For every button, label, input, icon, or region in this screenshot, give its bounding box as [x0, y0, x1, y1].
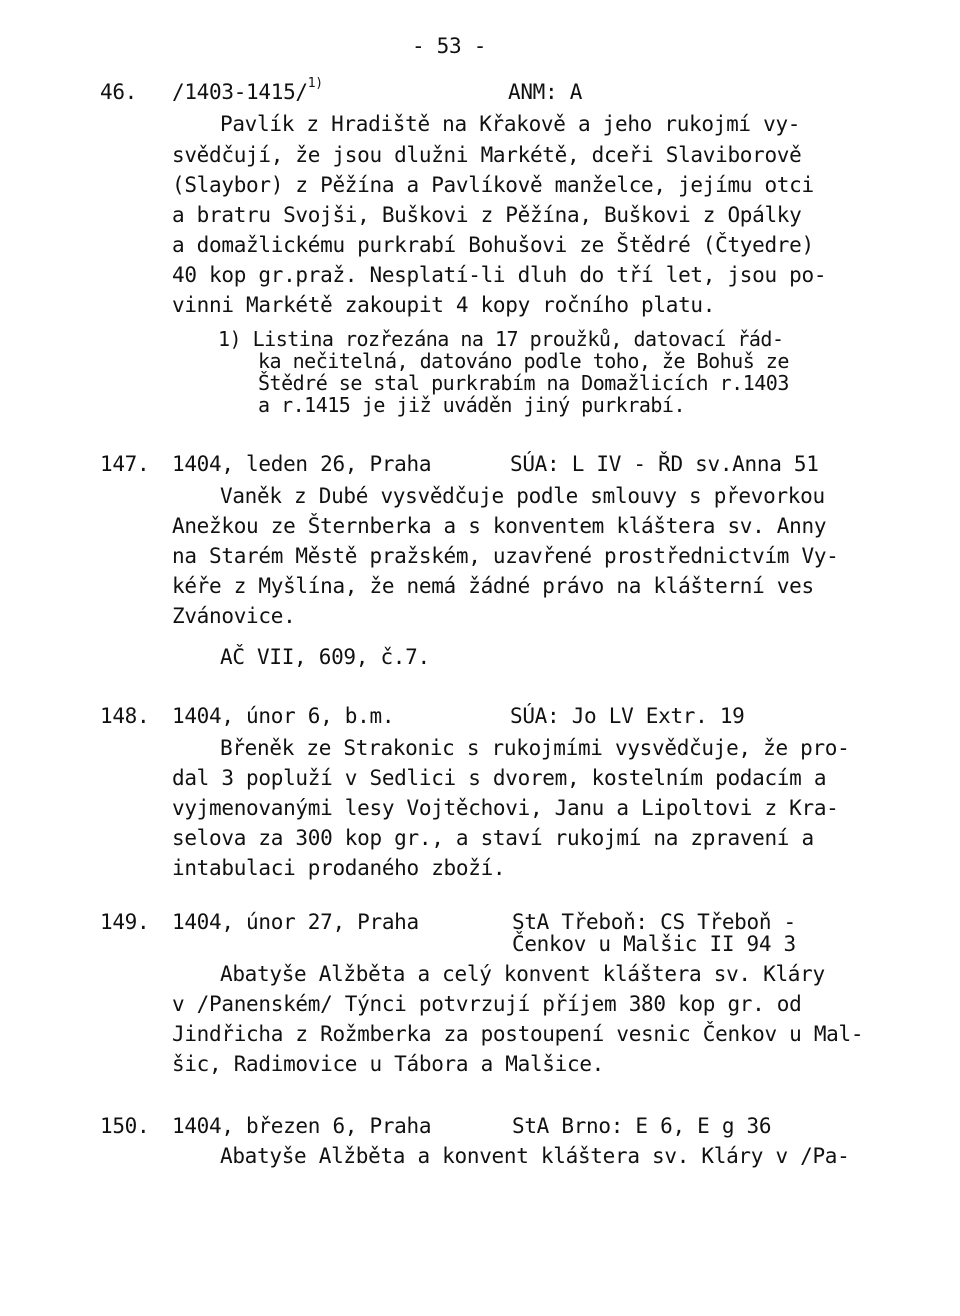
entry-text-line: Vaněk z Dubé vysvědčuje podle smlouvy s převorkou [220, 484, 825, 508]
entry-text-line: na Starém Městě pražském, uzavřené prostřednictvím Vy- [172, 544, 839, 568]
entry-text-line: svědčují, že jsou dlužni Markétě, dceři Slaviborově [172, 143, 802, 167]
entry-text-line: a domažlickému purkrabí Bohušovi ze Štědré (Čtyedre) [172, 233, 814, 257]
entry-text-line: 40 kop gr.praž. Nesplatí-li dluh do tří let, jsou po- [172, 263, 827, 287]
entry-number: 46. [100, 80, 138, 104]
entry-text-line: Břeněk ze Strakonic s rukojmími vysvědčuje, že pro- [220, 736, 850, 760]
entry-number: 148. [100, 704, 150, 728]
entry-date-text: /1403-1415/ [172, 80, 308, 104]
entry-text-line: Anežkou ze Šternberka a s konventem kláštera sv. Anny [172, 514, 827, 538]
footnote-mark: 1) [307, 76, 323, 91]
entry-date: 1404, únor 6, b.m. [172, 704, 395, 728]
entry-date: 1404, únor 27, Praha [172, 910, 419, 934]
entry-text-line: Abatyše Alžběta a konvent kláštera sv. Kláry v /Pa- [220, 1144, 850, 1168]
entry-archive: StA Brno: E 6, E g 36 [512, 1114, 772, 1138]
entry-text-line: intabulaci prodaného zboží. [172, 856, 506, 880]
entry-date: 1404, leden 26, Praha [172, 452, 432, 476]
entry-archive: SÚA: Jo LV Extr. 19 [510, 704, 745, 728]
entry-text-line: vyjmenovanými lesy Vojtěchovi, Janu a Lipoltovi z Kra- [172, 796, 839, 820]
entry-text-line: a bratru Svojši, Buškovi z Pěžína, Buškovi z Opálky [172, 203, 802, 227]
footnote-line: ka nečitelná, datováno podle toho, že Bohuš ze [258, 349, 789, 373]
footnote-line: 1) Listina rozřezána na 17 proužků, datovací řád- [218, 327, 784, 351]
entry-text-line: šic, Radimovice u Tábora a Malšice. [172, 1052, 605, 1076]
entry-text-line: Jindřicha z Rožmberka za postoupení vesnic Čenkov u Mal- [172, 1022, 864, 1046]
entry-number: 149. [100, 910, 150, 934]
entry-text-line: vinni Markétě zakoupit 4 kopy ročního platu. [172, 293, 716, 317]
entry-archive: ANM: A [508, 80, 583, 104]
entry-text-line: Pavlík z Hradiště na Křakově a jeho rukojmí vy- [220, 112, 801, 136]
entry-text-line: selova za 300 kop gr., a staví rukojmí na zpravení a [172, 826, 814, 850]
entry-number: 147. [100, 452, 150, 476]
entry-text-line: Zvánovice. [172, 604, 296, 628]
entry-number: 150. [100, 1114, 150, 1138]
entry-archive: StA Třeboň: CS Třeboň - [512, 910, 796, 934]
entry-text-line: v /Panenském/ Týnci potvrzují příjem 380 kop gr. od [172, 992, 802, 1016]
footnote-line: a r.1415 je již uváděn jiný purkrabí. [258, 393, 686, 417]
entry-archive-continued: Čenkov u Malšic II 94 3 [512, 932, 796, 956]
entry-text-line: Abatyše Alžběta a celý konvent kláštera sv. Kláry [220, 962, 825, 986]
footnote-line: Štědré se stal purkrabím na Domažlicích r.1403 [258, 371, 789, 395]
entry-reference: AČ VII, 609, č.7. [220, 645, 430, 669]
entry-date [172, 76, 323, 104]
entry-text-line: dal 3 popluží v Sedlici s dvorem, kostelním podacím a [172, 766, 827, 790]
entry-archive: SÚA: L IV - ŘD sv.Anna 51 [510, 452, 819, 476]
entry-date: 1404, březen 6, Praha [172, 1114, 432, 1138]
entry-text-line: (Slaybor) z Pěžína a Pavlíkově manželce, jejímu otci [172, 173, 814, 197]
entry-text-line: kéře z Myšlína, že nemá žádné právo na klášterní ves [172, 574, 814, 598]
page-number: - 53 - [412, 34, 487, 58]
